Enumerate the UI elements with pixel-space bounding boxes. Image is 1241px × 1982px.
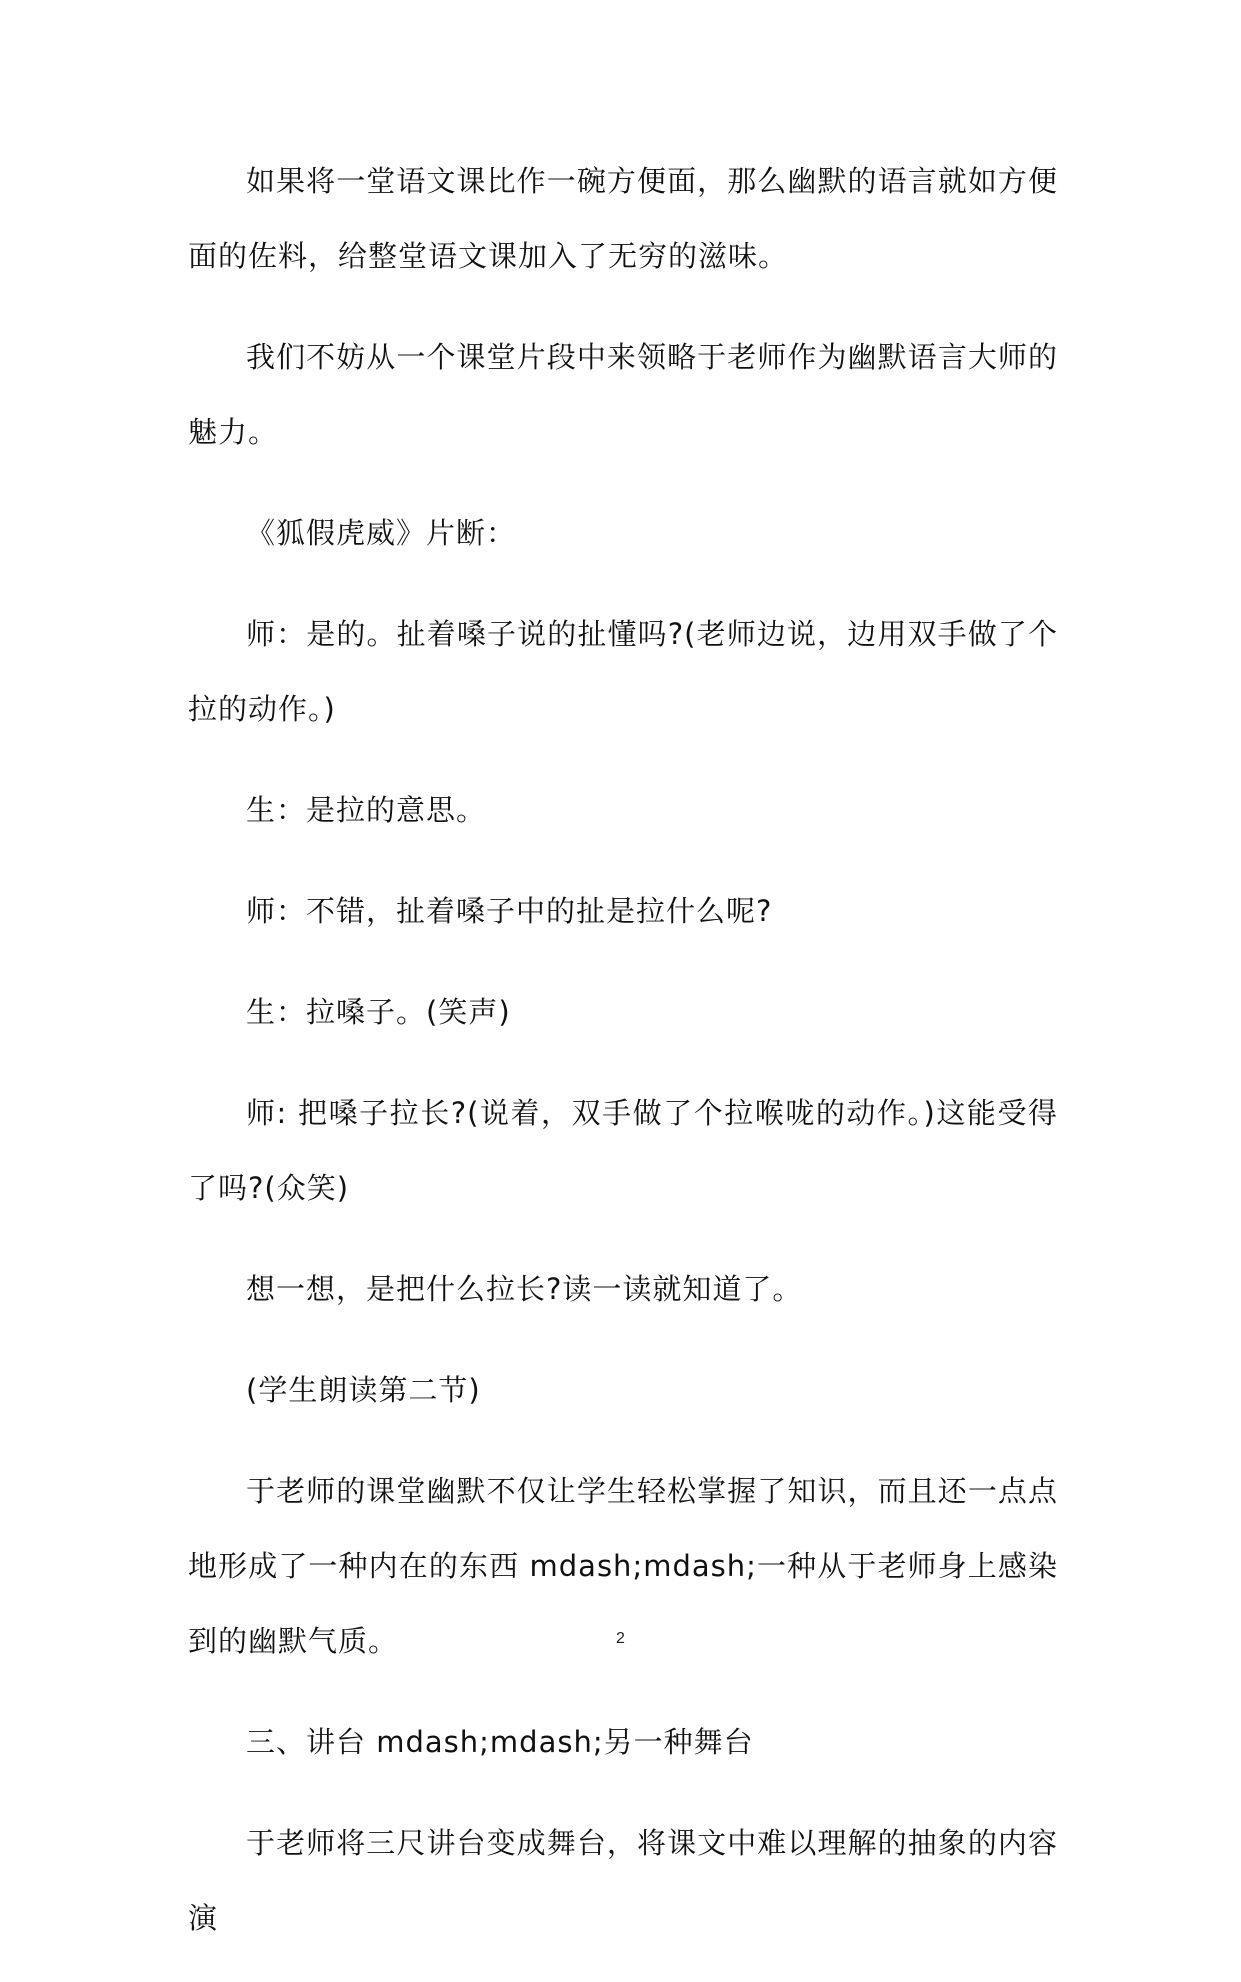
paragraph-1: 如果将一堂语文课比作一碗方便面，那么幽默的语言就如方便面的佐料，给整堂语文课加入了无穷的滋味。	[188, 164, 1058, 273]
paragraph-3: 《狐假虎威》片断：	[246, 516, 517, 550]
section-heading: 三、讲台 mdash;mdash;另一种舞台	[246, 1725, 754, 1759]
body-text	[188, 144, 1058, 1982]
paragraph-11: 于老师的课堂幽默不仅让学生轻松掌握了知识，而且还一点点地形成了一种内在的东西 mdash;mdash;一种从于老师身上感染到的幽默气质。	[188, 1474, 1058, 1658]
paragraph-13: 于老师将三尺讲台变成舞台，将课文中难以理解的抽象的内容演	[188, 1826, 1058, 1935]
paragraph-4: 师：是的。扯着嗓子说的扯懂吗?(老师边说，边用双手做了个拉的动作。)	[188, 617, 1058, 726]
paragraph-10: (学生朗读第二节)	[246, 1373, 481, 1407]
paragraph-9: 想一想，是把什么拉长?读一读就知道了。	[246, 1272, 803, 1306]
paragraph-6: 师：不错，扯着嗓子中的扯是拉什么呢?	[246, 894, 773, 928]
paragraph-2: 我们不妨从一个课堂片段中来领略于老师作为幽默语言大师的魅力。	[188, 340, 1058, 449]
page-number: 2	[616, 1630, 625, 1647]
paragraph-7: 生：拉嗓子。(笑声)	[246, 995, 511, 1029]
paragraph-8: 师: 把嗓子拉长?(说着，双手做了个拉喉咙的动作。)这能受得了吗?(众笑)	[188, 1096, 1058, 1205]
paragraph-5: 生：是拉的意思。	[246, 793, 487, 827]
